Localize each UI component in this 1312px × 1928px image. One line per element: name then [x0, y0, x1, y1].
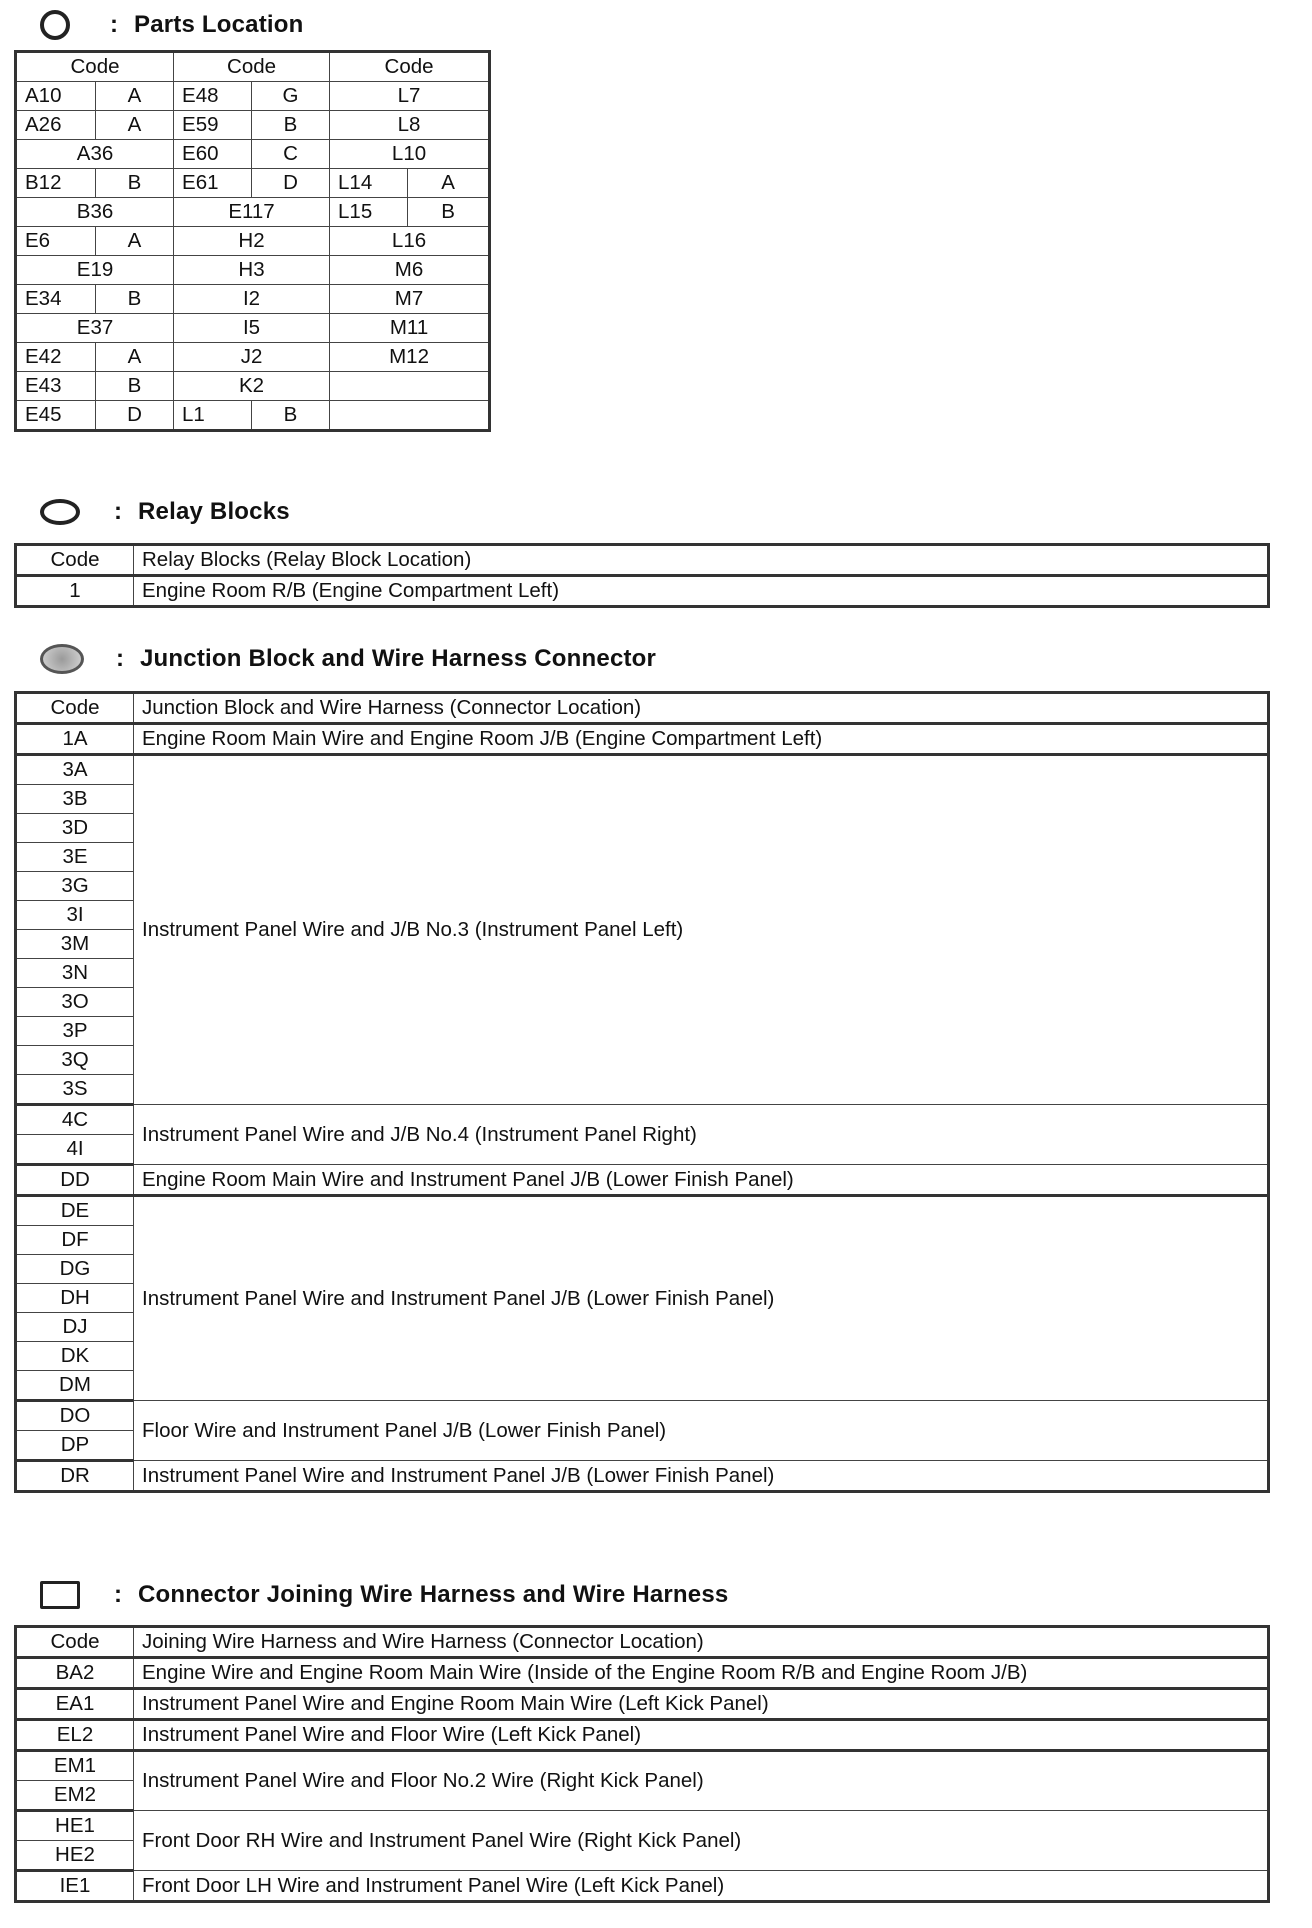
part-location-letter-cell: G — [252, 82, 330, 111]
joining-connector-table — [14, 1625, 1270, 1903]
part-code-cell: E117 — [174, 198, 330, 227]
table-row — [16, 1720, 1269, 1751]
part-location-letter-cell: B — [252, 111, 330, 140]
part-code-cell: M12 — [330, 343, 490, 372]
description-cell: Front Door RH Wire and Instrument Panel Wire (Right Kick Panel) — [134, 1811, 1269, 1871]
part-code-cell: A10 — [16, 82, 96, 111]
table-row — [16, 576, 1269, 607]
description-cell: Instrument Panel Wire and Instrument Panel J/B (Lower Finish Panel) — [134, 1196, 1269, 1401]
table-row — [16, 1811, 1269, 1841]
code-cell: 4C — [16, 1105, 134, 1135]
parts-location-colon: : — [110, 11, 118, 38]
code-cell: 1 — [16, 576, 134, 607]
description-cell: Engine Wire and Engine Room Main Wire (Inside of the Engine Room R/B and Engine Room J/B) — [134, 1658, 1269, 1689]
description-cell: Engine Room R/B (Engine Compartment Left) — [134, 576, 1269, 607]
column-header: Code — [330, 52, 490, 82]
junction-block-table — [14, 691, 1270, 1493]
code-cell: DO — [16, 1401, 134, 1431]
column-header-description: Relay Blocks (Relay Block Location) — [134, 545, 1269, 576]
code-cell: EM1 — [16, 1751, 134, 1781]
part-location-letter-cell: B — [408, 198, 490, 227]
column-header-description: Junction Block and Wire Harness (Connector Location) — [134, 693, 1269, 724]
table-header-row — [16, 693, 1269, 724]
junction-block-title: Junction Block and Wire Harness Connector — [140, 645, 657, 672]
description-cell: Engine Room Main Wire and Instrument Panel J/B (Lower Finish Panel) — [134, 1165, 1269, 1196]
part-code-cell: M6 — [330, 256, 490, 285]
part-code-cell: B12 — [16, 169, 96, 198]
code-cell: 3N — [16, 959, 134, 988]
code-cell: 4I — [16, 1135, 134, 1165]
table-row — [16, 1401, 1269, 1431]
part-code-cell: I2 — [174, 285, 330, 314]
table-row — [16, 256, 490, 285]
part-location-letter-cell: D — [252, 169, 330, 198]
table-row — [16, 111, 490, 140]
table-row — [16, 1658, 1269, 1689]
part-location-letter-cell: B — [252, 401, 330, 431]
table-row — [16, 343, 490, 372]
part-code-cell: E61 — [174, 169, 252, 198]
table-row — [16, 140, 490, 169]
code-cell: BA2 — [16, 1658, 134, 1689]
code-cell: EL2 — [16, 1720, 134, 1751]
part-code-cell: L7 — [330, 82, 490, 111]
part-code-cell: E19 — [16, 256, 174, 285]
code-cell: 3A — [16, 755, 134, 785]
description-cell: Instrument Panel Wire and Floor No.2 Wire (Right Kick Panel) — [134, 1751, 1269, 1811]
table-row — [16, 1689, 1269, 1720]
column-header-code: Code — [16, 1627, 134, 1658]
part-code-cell: L1 — [174, 401, 252, 431]
description-cell: Instrument Panel Wire and J/B No.4 (Instrument Panel Right) — [134, 1105, 1269, 1165]
part-code-cell — [330, 401, 490, 431]
description-cell: Front Door LH Wire and Instrument Panel Wire (Left Kick Panel) — [134, 1871, 1269, 1902]
code-cell: 3G — [16, 872, 134, 901]
part-location-letter-cell: B — [96, 169, 174, 198]
part-code-cell: E59 — [174, 111, 252, 140]
code-cell: DK — [16, 1342, 134, 1371]
code-cell: HE2 — [16, 1841, 134, 1871]
part-location-letter-cell: C — [252, 140, 330, 169]
part-code-cell: E6 — [16, 227, 96, 256]
parts-location-header — [40, 8, 304, 42]
part-location-letter-cell: B — [96, 285, 174, 314]
open-rectangle-icon — [40, 1581, 80, 1609]
table-row — [16, 1105, 1269, 1135]
table-row — [16, 401, 490, 431]
part-location-letter-cell: A — [96, 111, 174, 140]
table-row — [16, 1871, 1269, 1902]
part-code-cell: E43 — [16, 372, 96, 401]
table-row — [16, 372, 490, 401]
parts-location-table — [14, 50, 491, 432]
table-row — [16, 755, 1269, 785]
code-cell: 3P — [16, 1017, 134, 1046]
table-row — [16, 227, 490, 256]
code-cell: DH — [16, 1284, 134, 1313]
code-cell: 1A — [16, 724, 134, 755]
part-code-cell: B36 — [16, 198, 174, 227]
part-code-cell: L8 — [330, 111, 490, 140]
table-row — [16, 198, 490, 227]
part-code-cell: M11 — [330, 314, 490, 343]
part-location-letter-cell: A — [96, 343, 174, 372]
code-cell: 3S — [16, 1075, 134, 1105]
table-header-row — [16, 1627, 1269, 1658]
part-code-cell: A26 — [16, 111, 96, 140]
open-oval-icon — [40, 499, 80, 525]
part-code-cell: E60 — [174, 140, 252, 169]
table-header-row — [16, 52, 490, 82]
description-cell: Instrument Panel Wire and J/B No.3 (Instrument Panel Left) — [134, 755, 1269, 1105]
joining-connector-colon: : — [114, 1581, 122, 1608]
code-cell: DR — [16, 1461, 134, 1492]
code-cell: EA1 — [16, 1689, 134, 1720]
code-cell: EM2 — [16, 1781, 134, 1811]
table-row — [16, 1196, 1269, 1226]
table-row — [16, 1461, 1269, 1492]
code-cell: IE1 — [16, 1871, 134, 1902]
relay-blocks-colon: : — [114, 498, 122, 525]
junction-block-header — [40, 642, 656, 676]
part-code-cell: L14 — [330, 169, 408, 198]
open-circle-icon — [40, 10, 70, 40]
code-cell: DG — [16, 1255, 134, 1284]
shaded-oval-icon — [40, 644, 84, 674]
part-code-cell: L16 — [330, 227, 490, 256]
code-cell: 3E — [16, 843, 134, 872]
part-code-cell: A36 — [16, 140, 174, 169]
code-cell: 3B — [16, 785, 134, 814]
column-header: Code — [174, 52, 330, 82]
code-cell: DP — [16, 1431, 134, 1461]
code-cell: 3I — [16, 901, 134, 930]
column-header-description: Joining Wire Harness and Wire Harness (Connector Location) — [134, 1627, 1269, 1658]
joining-connector-header — [40, 1578, 728, 1612]
part-location-letter-cell: A — [96, 227, 174, 256]
table-row — [16, 724, 1269, 755]
column-header: Code — [16, 52, 174, 82]
part-location-letter-cell: B — [96, 372, 174, 401]
description-cell: Engine Room Main Wire and Engine Room J/B (Engine Compartment Left) — [134, 724, 1269, 755]
part-code-cell: J2 — [174, 343, 330, 372]
description-cell: Instrument Panel Wire and Engine Room Main Wire (Left Kick Panel) — [134, 1689, 1269, 1720]
code-cell: DD — [16, 1165, 134, 1196]
part-code-cell: E42 — [16, 343, 96, 372]
part-location-letter-cell: A — [96, 82, 174, 111]
part-code-cell — [330, 372, 490, 401]
parts-location-title: Parts Location — [134, 11, 304, 38]
code-cell: 3D — [16, 814, 134, 843]
code-cell: 3Q — [16, 1046, 134, 1075]
column-header-code: Code — [16, 693, 134, 724]
table-header-row — [16, 545, 1269, 576]
part-code-cell: M7 — [330, 285, 490, 314]
part-code-cell: I5 — [174, 314, 330, 343]
table-row — [16, 169, 490, 198]
description-cell: Instrument Panel Wire and Instrument Panel J/B (Lower Finish Panel) — [134, 1461, 1269, 1492]
code-cell: DJ — [16, 1313, 134, 1342]
table-row — [16, 314, 490, 343]
description-cell: Floor Wire and Instrument Panel J/B (Lower Finish Panel) — [134, 1401, 1269, 1461]
part-code-cell: L15 — [330, 198, 408, 227]
relay-blocks-header — [40, 495, 290, 529]
code-cell: DE — [16, 1196, 134, 1226]
part-code-cell: H3 — [174, 256, 330, 285]
description-cell: Instrument Panel Wire and Floor Wire (Left Kick Panel) — [134, 1720, 1269, 1751]
code-cell: HE1 — [16, 1811, 134, 1841]
code-cell: 3M — [16, 930, 134, 959]
part-code-cell: E48 — [174, 82, 252, 111]
junction-block-colon: : — [116, 645, 124, 672]
part-location-letter-cell: D — [96, 401, 174, 431]
code-cell: 3O — [16, 988, 134, 1017]
part-code-cell: H2 — [174, 227, 330, 256]
code-cell: DM — [16, 1371, 134, 1401]
code-cell: DF — [16, 1226, 134, 1255]
relay-blocks-title: Relay Blocks — [138, 498, 290, 525]
relay-blocks-table — [14, 543, 1270, 608]
joining-connector-title: Connector Joining Wire Harness and Wire Harness — [138, 1581, 729, 1608]
column-header-code: Code — [16, 545, 134, 576]
part-code-cell: L10 — [330, 140, 490, 169]
part-code-cell: E34 — [16, 285, 96, 314]
table-row — [16, 1751, 1269, 1781]
part-code-cell: E45 — [16, 401, 96, 431]
table-row — [16, 82, 490, 111]
part-location-letter-cell: A — [408, 169, 490, 198]
table-row — [16, 1165, 1269, 1196]
part-code-cell: E37 — [16, 314, 174, 343]
part-code-cell: K2 — [174, 372, 330, 401]
table-row — [16, 285, 490, 314]
